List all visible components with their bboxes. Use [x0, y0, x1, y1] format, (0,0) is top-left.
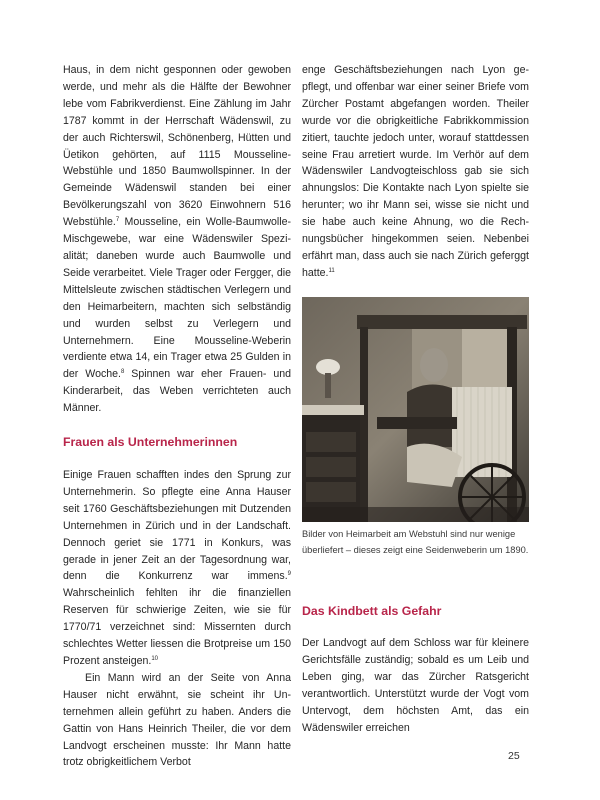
section-heading-frauen: Frauen als Unternehmerinnen [63, 435, 238, 450]
section-heading-kindbett: Das Kindbett als Gefahr [302, 604, 442, 618]
paragraph-text: Haus, in dem nicht gesponnen oder gewoben werde, und mehr als die Hälfte der Bewohner lebe vom Fabrikverdienst. Eine Zählung im Jahr 1787 kommt in der Herrschaft Wädenswil, zu der auch Richterswil, Schönenberg, Hütten und Üetikon gehörten, auf 1115 Mousseline-Webstühle und 1850 Baumwollspinner. In der Gemeinde Wädenswil standen bei einer Bevölkerungszahl von 3620 Einwohnern 516 Webstühle. [63, 64, 291, 229]
body-paragraph [63, 467, 291, 670]
footnote-marker[interactable]: 8 [120, 369, 125, 376]
paragraph-text: Spinnen war eher Frauen- und Kinderarbeit, das Weben verrichteten auch Männer. [63, 368, 291, 415]
left-column [63, 62, 291, 771]
body-paragraph: Ein Mann wird an der Seite von Anna Hauser nicht erwähnt, sie scheint ihr Unternehmen allein geführt zu haben. Anders die Gattin von Hans Heinrich Theiler, die vor dem Landvogt erscheinen musste: Ihr Mann hatte trotz obrigkeitlichem Verbot [63, 671, 291, 769]
footnote-marker[interactable]: 7 [115, 217, 120, 224]
photo-caption: Bilder von Heimarbeit am Webstuhl sind nur wenige überliefert – dieses zeigt eine Seidenweberin um 1890. [302, 529, 529, 555]
paragraph-text: Einige Frauen schafften indes den Sprung zur Unternehmerin. So pflegte eine Anna Hauser seit 1760 Geschäftsbeziehungen mit Dutzenden Unternehmen in Zürich und in der Landschaft. Dennoch geriet sie 1771 in Konkurs, was gerade in jener Zeit an der Tagesordnung war, denn die Konkurrenz war immens. [63, 469, 291, 583]
weaver-photo [302, 297, 529, 522]
weaver-photo-illustration [302, 297, 529, 522]
page-number: 25 [508, 750, 520, 762]
right-column-bottom [302, 635, 529, 736]
paragraph-text: Mousseline, ein Wolle-Baumwolle-Mischgewebe, war eine Wädenswiler Spezialität; daneben wurde auch Baumwolle und Seide verarbeitet. Viele Trager oder Fergger, die Mittelsleute zwischen städtischen Verlegern und den Heimarbeitern, machten sich selbständig und wurden selbst zu Verlegern und Unternehmern. Eine Mousseline-Weberin verdiente etwa 14, ein Trager etwa 25 Gulden in der Woche. [63, 216, 291, 381]
paragraph-text: Wahrscheinlich fehlten ihr die finanziellen Reserven für schwierige Zeiten, wie sie für 1770/71 verzeichnet sind: Missernten durch schlechtes Wetter liessen die Brotpreise um 150 Prozent ansteigen. [63, 587, 291, 667]
footnote-marker[interactable]: 10 [151, 656, 159, 662]
footnote-marker[interactable]: 9 [287, 571, 291, 578]
right-column-top [302, 62, 529, 282]
body-paragraph [302, 62, 529, 282]
footnote-marker[interactable]: 11 [328, 267, 335, 274]
body-paragraph: Der Landvogt auf dem Schloss war für kleinere Gerichtsfälle zuständig; sobald es um Leib und Leben ging, war das Zürcher Ratsgericht verantwortlich. Unterstützt wurde der Vogt vom Untervogt, dem höchsten Amt, das ein Wädenswiler erreichen [302, 637, 529, 734]
body-paragraph [63, 62, 291, 417]
paragraph-text: enge Geschäftsbeziehungen nach Lyon gepflegt, und offenbar war einer seiner Briefe vom Zürcher Postamt abgefangen worden. Theiler wurde vor die obrigkeitliche Fabrikkommission zitiert, tauchte jedoch unter, worauf stattdessen seine Frau arretiert wurde. Im Verhör auf dem Wädenswiler Landvogteischloss gab sie sich ahnungslos: Die Kontakte nach Lyon spielte sie herunter; wo ihr Mann sei, wisse sie nicht und sie habe auch keine Ahnung, wo die Rechnungsbücher hingekommen seien. Nebenbei erfährt man, dass auch sie nach Zürich geferggt hatte. [302, 64, 529, 279]
